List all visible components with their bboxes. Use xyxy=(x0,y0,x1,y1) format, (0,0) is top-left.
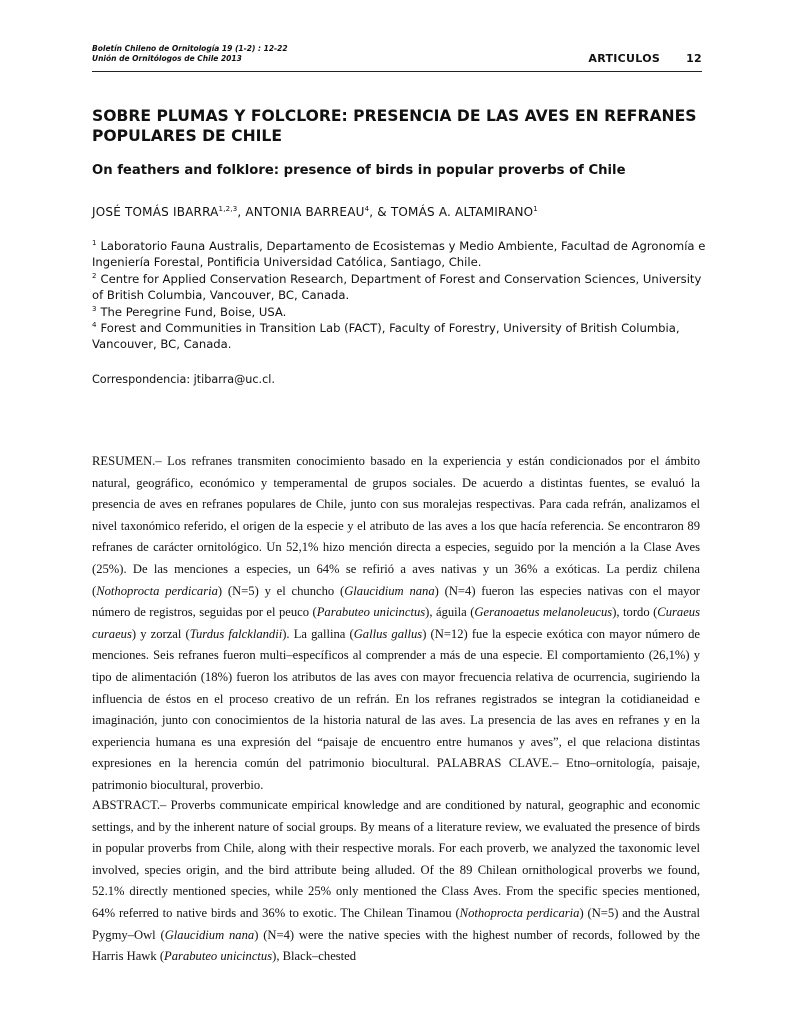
species-name: Glaucidium nana xyxy=(164,927,255,942)
text-run: ) (N=4) fueron las especies nativas con el mayor número de registros, seguidas por el peuco ( xyxy=(92,583,700,620)
author-affiliation-mark: 4 xyxy=(364,205,370,213)
journal-line-1: Boletín Chileno de Ornitología 19 (1-2) : 12-22 xyxy=(92,44,288,53)
section-label: ARTICULOS xyxy=(588,52,661,65)
text-run: ) (N=4) were the native species with the highest number of records, followed by the Harris Hawk ( xyxy=(92,927,700,964)
page-number: 12 xyxy=(686,52,702,65)
text-run: ) (N=12) fue la especie exótica con mayor número de menciones. Seis refranes fueron multi–específicos al comprender a más de una especie. El comportamiento (26,1%) y tipo de alimentación (18%) fueron los atributos de las aves con mayor frecuencia relativa de ocurrencia, sugiriendo la influencia de éstos en el proceso creativo de un refrán. En los refranes registrados se integran la cotidianeidad e imaginación, junto con conocimientos de la historia natural de las aves. La presencia de las aves en refranes y en la experiencia humana es una expresión del “paisaje de encuentro entre humanos y aves”, el que relaciona distintas expresiones en la herencia común del patrimonio biocultural. PALABRAS CLAVE.– Etno–ornitología, paisaje, patrimonio biocultural, proverbio. xyxy=(92,626,701,792)
species-name: Curaeus curaeus xyxy=(92,605,700,641)
affiliation-item xyxy=(92,271,712,304)
text-run: ) (N=5) y el chuncho ( xyxy=(217,583,345,598)
correspondence: Correspondencia: jtibarra@uc.cl. xyxy=(92,373,275,386)
species-name: Parabuteo unicinctus xyxy=(164,949,273,964)
article-subtitle: On feathers and folklore: presence of birds in popular proverbs of Chile xyxy=(92,163,626,178)
affiliation-mark: 3 xyxy=(92,304,97,313)
journal-line-2: Unión de Ornitólogos de Chile 2013 xyxy=(92,54,242,63)
text-run: RESUMEN.– Los refranes transmiten conocimiento basado en la experiencia y están condicionados por el ámbito natural, geográfico, económico y temperamental de grupos sociales. De acuerdo a distintas fuentes, se evaluó la presencia de aves en refranes populares de Chile, junto con sus moralejas respectivas. Para cada refrán, analizamos el nivel taxonómico referido, el origen de la especie y el atributo de las aves a los que hacía referencia. Se encontraron 89 refranes de carácter ornitológico. Un 52,1% hizo mención directa a especies, seguido por la mención a la Clase Aves (25%). De las menciones a especies, un 64% se refirió a aves nativas y un 36% a exóticas. La perdiz chilena ( xyxy=(92,454,700,598)
affiliations xyxy=(92,238,712,353)
affiliation-item xyxy=(92,238,712,271)
author-name: TOMÁS A. ALTAMIRANO xyxy=(390,205,534,219)
author-affiliation-mark: 1 xyxy=(533,205,538,213)
affiliation-text: Centre for Applied Conservation Research, Department of Forest and Conservation Sciences, University of British Columbia, Vancouver, BC, Canada. xyxy=(92,271,702,303)
author-list xyxy=(92,205,712,219)
text-run: ) y zorzal ( xyxy=(131,626,190,641)
author-name: JOSÉ TOMÁS IBARRA xyxy=(92,205,219,219)
author-separator: , & xyxy=(369,205,391,219)
species-name: Turdus falcklandii xyxy=(189,626,283,641)
affiliation-mark: 2 xyxy=(92,271,97,280)
journal-citation xyxy=(92,44,288,64)
species-name: Gallus gallus xyxy=(353,626,423,641)
text-run: ) (N=5) and the Austral Pygmy–Owl ( xyxy=(92,905,700,942)
author-separator: , xyxy=(237,205,246,219)
affiliation-mark: 1 xyxy=(92,239,97,248)
species-name: Geranoaetus melanoleucus xyxy=(474,605,613,620)
text-run: ), águila ( xyxy=(425,605,475,620)
abstract-paragraph xyxy=(92,795,700,968)
species-name: Nothoprocta perdicaria xyxy=(96,583,218,598)
affiliation-text: Laboratorio Fauna Australis, Departamento de Ecosistemas y Medio Ambiente, Facultad de Agronomía e Ingeniería Forestal, Pontificia Universidad Católica, Santiago, Chile. xyxy=(92,239,706,270)
header-divider xyxy=(92,71,702,72)
author-affiliation-mark: 1,2,3 xyxy=(218,205,238,213)
affiliation-item xyxy=(92,320,712,353)
affiliation-text: Forest and Communities in Transition Lab (FACT), Faculty of Forestry, University of British Columbia, Vancouver, BC, Canada. xyxy=(92,321,680,352)
text-run: ), Black–chested xyxy=(272,949,357,964)
text-run: ). La gallina ( xyxy=(282,626,354,641)
text-run: ABSTRACT.– Proverbs communicate empirical knowledge and are conditioned by natural, geographic and economic settings, and by the inherent nature of social groups. By means of a literature review, we evaluated the presence of birds in popular proverbs from Chile, along with their respective morals. For each proverb, we analyzed the taxonomic level involved, species origin, and the bird attribute being alluded. Of the 89 Chilean ornithological proverbs we found, 52.1% directly mentioned species, while 25% only mentioned the Class Aves. From the specific species mentioned, 64% referred to native birds and 36% to exotic. The Chilean Tinamou ( xyxy=(92,798,700,920)
affiliation-mark: 4 xyxy=(92,321,97,330)
resumen-paragraph xyxy=(92,451,700,797)
article-title: SOBRE PLUMAS Y FOLCLORE: PRESENCIA DE LAS AVES EN REFRANES POPULARES DE CHILE xyxy=(92,107,697,145)
species-name: Glaucidium nana xyxy=(344,583,435,598)
species-name: Parabuteo unicinctus xyxy=(316,605,426,620)
affiliation-item xyxy=(92,304,712,320)
running-header xyxy=(588,52,702,65)
text-run: ), tordo ( xyxy=(612,605,658,620)
species-name: Nothoprocta perdicaria xyxy=(459,905,580,920)
author-name: ANTONIA BARREAU xyxy=(245,205,365,219)
affiliation-text: The Peregrine Fund, Boise, USA. xyxy=(100,304,287,319)
